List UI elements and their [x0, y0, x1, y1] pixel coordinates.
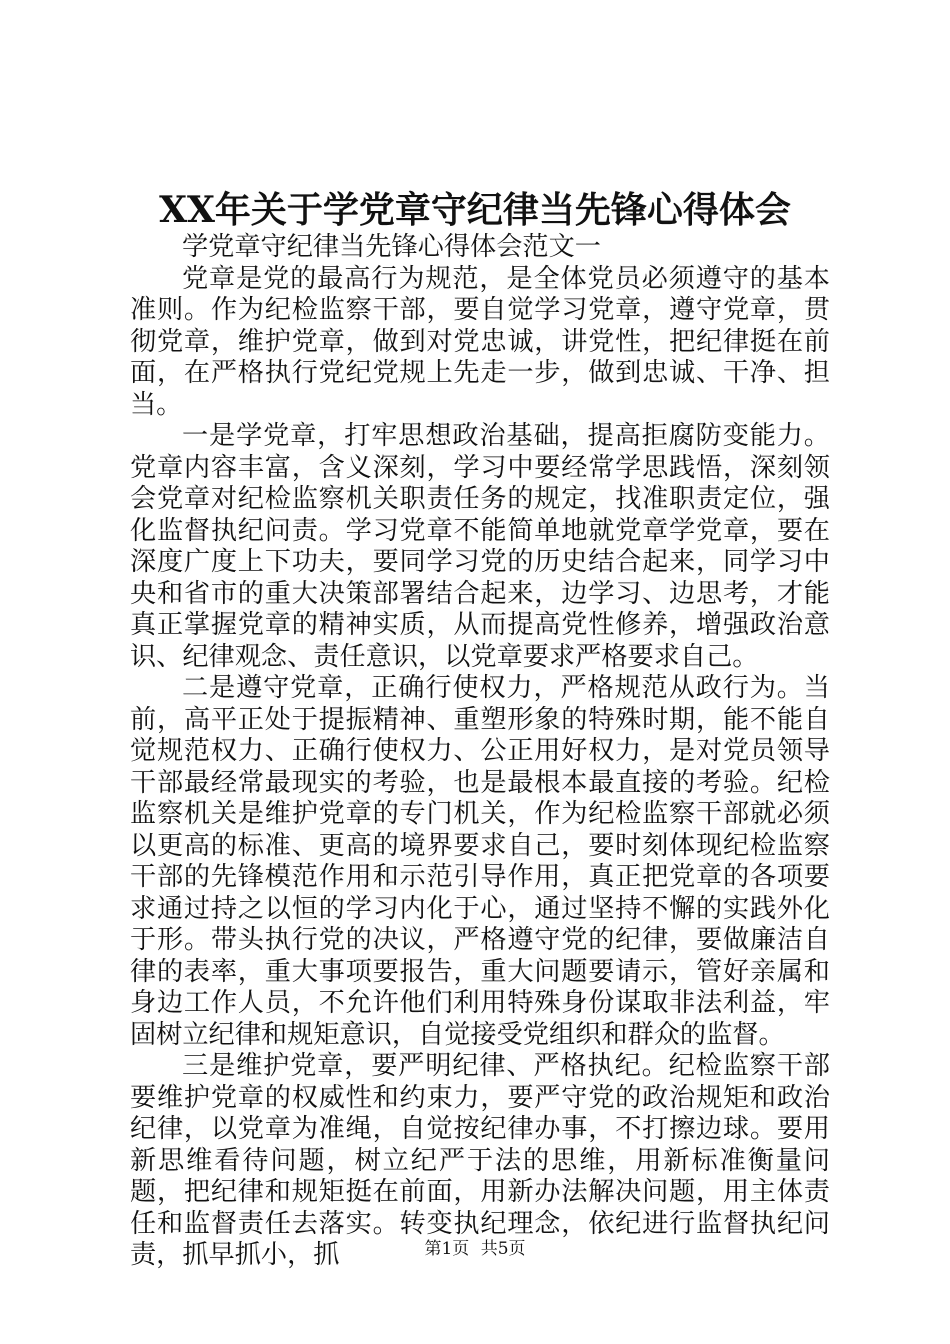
- page-footer: [0, 1238, 950, 1260]
- document-body: [130, 232, 830, 1272]
- paragraph: 党章是党的最高行为规范，是全体党员必须遵守的基本准则。作为纪检监察干部，要自觉学习党章，遵守党章，贯彻党章，维护党章，做到对党忠诚，讲党性，把纪律挺在前面，在严格执行党纪党规上先走一步，做到忠诚、干净、担当。: [130, 263, 830, 420]
- paragraph: 一是学党章，打牢思想政治基础，提高拒腐防变能力。党章内容丰富，含义深刻，学习中要经常学思践悟，深刻领会党章对纪检监察机关职责任务的规定，找准职责定位，强化监督执纪问责。学习党章不能简单地就党章学党章，要在深度广度上下功夫，要同学习党的历史结合起来，同学习中央和省市的重大决策部署结合起来，边学习、边思考，才能真正掌握党章的精神实质，从而提高党性修养，增强政治意识、纪律观念、责任意识，以党章要求严格要求自己。: [130, 421, 830, 672]
- page-total: 共5页: [480, 1239, 526, 1259]
- paragraph: 三是维护党章，要严明纪律、严格执纪。纪检监察干部要维护党章的权威性和约束力，要严守党的政治规矩和政治纪律，以党章为准绳，自觉按纪律办事，不打擦边球。要用新思维看待问题，树立纪严于法的思维，用新标准衡量问题，把纪律和规矩挺在前面，用新办法解决问题，用主体责任和监督责任去落实。转变执纪理念，依纪进行监督执纪问责，抓早抓小，抓: [130, 1051, 830, 1270]
- section-heading: 学党章守纪律当先锋心得体会范文一: [182, 232, 601, 262]
- document-title: XX年关于学党章守纪律当先锋心得体会: [159, 189, 791, 231]
- paragraph: 二是遵守党章，正确行使权力，严格规范从政行为。当前，高平正处于提振精神、重塑形象的特殊时期，能不能自觉规范权力、正确行使权力、公正用好权力，是对党员领导干部最经常最现实的考验，也是最根本最直接的考验。纪检监察机关是维护党章的专门机关，作为纪检监察干部就必须以更高的标准、更高的境界要求自己，要时刻体现纪检监察干部的先锋模范作用和示范引导作用，真正把党章的各项要求通过持之以恒的学习内化于心，通过坚持不懈的实践外化于形。带头执行党的决议，严格遵守党的纪律，要做廉洁自律的表率，重大事项要报告，重大问题要请示，管好亲属和身边工作人员，不允许他们利用特殊身份谋取非法利益，牢固树立纪律和规矩意识，自觉接受党组织和群众的监督。: [130, 673, 830, 1050]
- page-number: 第1页: [424, 1239, 470, 1259]
